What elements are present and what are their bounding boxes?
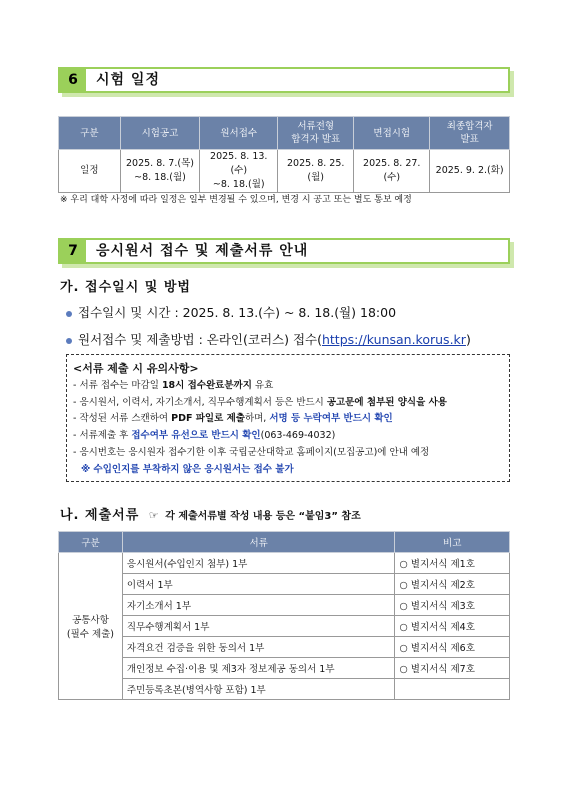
section-title: 시험 일정 bbox=[96, 72, 160, 88]
bullet-text: 접수일시 및 시간 : 2025. 8. 13.(수) ~ 8. 18.(월) 18:00 bbox=[78, 305, 397, 320]
document-name: 응시원서(수입인지 첨부) 1부 bbox=[122, 553, 395, 574]
documents-table bbox=[58, 531, 510, 700]
header-shadow bbox=[510, 71, 514, 97]
note-line: - 서류 접수는 마감일 18시 접수완료분까지 유효 bbox=[73, 379, 274, 391]
table-header-row bbox=[59, 532, 510, 553]
table-cell: 2025. 8. 7.(목) ~8. 18.(월) bbox=[120, 150, 200, 193]
category-cell bbox=[59, 553, 123, 700]
section-title: 응시원서 접수 및 제출서류 안내 bbox=[96, 243, 309, 259]
column-header: 시험공고 bbox=[120, 117, 200, 150]
table-row bbox=[59, 637, 510, 658]
header-shadow bbox=[510, 242, 514, 268]
document-note: ○ 별지서식 제3호 bbox=[395, 595, 510, 616]
header-line: 서류전형 bbox=[297, 121, 335, 132]
document-note bbox=[395, 679, 510, 700]
pointing-hand-icon: ☞ bbox=[148, 509, 160, 522]
column-header bbox=[430, 117, 510, 150]
column-header: 면접시험 bbox=[354, 117, 430, 150]
document-name: 자기소개서 1부 bbox=[122, 595, 395, 616]
document-note: ○ 별지서식 제2호 bbox=[395, 574, 510, 595]
document-name: 직무수행계획서 1부 bbox=[122, 616, 395, 637]
bullet-icon bbox=[66, 338, 72, 344]
document-note: ○ 별지서식 제6호 bbox=[395, 637, 510, 658]
notes-heading: <서류 제출 시 유의사항> bbox=[73, 362, 199, 375]
header-shadow bbox=[62, 264, 514, 268]
note-line: - 서류제출 후 접수여부 유선으로 반드시 확인(063-469-4032) bbox=[73, 430, 336, 442]
column-header: 구분 bbox=[59, 117, 121, 150]
table-row bbox=[59, 658, 510, 679]
table-cell: 2025. 9. 2.(화) bbox=[430, 150, 510, 193]
document-note: ○ 별지서식 제7호 bbox=[395, 658, 510, 679]
section-6-header bbox=[58, 67, 510, 93]
note-line: ※ 수입인지를 부착하지 않은 응시원서는 접수 불가 bbox=[81, 463, 294, 475]
bullet-text: 원서접수 및 제출방법 : 온라인(코러스) 접수( bbox=[78, 332, 322, 347]
document-name: 개인정보 수집·이용 및 제3자 정보제공 동의서 1부 bbox=[122, 658, 395, 679]
header-line: 발표 bbox=[460, 134, 479, 145]
column-header: 비고 bbox=[395, 532, 510, 553]
table-row bbox=[59, 616, 510, 637]
table-row bbox=[59, 595, 510, 616]
header-line: 합격자 발표 bbox=[291, 134, 341, 145]
document-name: 주민등록초본(병역사항 포함) 1부 bbox=[122, 679, 395, 700]
table-cell: 2025. 8. 27.(수) bbox=[354, 150, 430, 193]
section-number: 7 bbox=[60, 240, 86, 262]
column-header bbox=[278, 117, 354, 150]
document-name: 자격요건 검증을 위한 동의서 1부 bbox=[122, 637, 395, 658]
table-header-row bbox=[59, 117, 510, 150]
table-row bbox=[59, 150, 510, 193]
column-header: 원서접수 bbox=[200, 117, 278, 150]
table-cell: 2025. 8. 25.(월) bbox=[278, 150, 354, 193]
table-row bbox=[59, 553, 510, 574]
schedule-note: ※ 우리 대학 사정에 따라 일정은 일부 변경될 수 있으며, 변경 시 공고 또는 별도 통보 예정 bbox=[60, 195, 412, 205]
document-note: ○ 별지서식 제1호 bbox=[395, 553, 510, 574]
category-line: (필수 제출) bbox=[66, 629, 115, 640]
subheading-a: 가. 접수일시 및 방법 bbox=[60, 280, 191, 295]
bullet-icon bbox=[66, 311, 72, 317]
application-link[interactable]: https://kunsan.korus.kr bbox=[321, 332, 466, 347]
note-line: - 작성된 서류 스캔하여 PDF 파일로 제출하며, 서명 등 누락여부 반드시 확인 bbox=[73, 413, 393, 425]
column-header: 구분 bbox=[59, 532, 123, 553]
schedule-table bbox=[58, 116, 510, 193]
note-line: - 응시원서, 이력서, 자기소개서, 직무수행계획서 등은 반드시 공고문에 첨부된 양식을 사용 bbox=[73, 396, 447, 408]
section-number: 6 bbox=[60, 69, 86, 91]
header-line: 최종합격자 bbox=[446, 121, 493, 132]
category-line: 공통사항 bbox=[72, 615, 109, 626]
table-row bbox=[59, 574, 510, 595]
document-note: ○ 별지서식 제4호 bbox=[395, 616, 510, 637]
table-cell: 2025. 8. 13.(수) ~8. 18.(월) bbox=[200, 150, 278, 193]
column-header: 서류 bbox=[122, 532, 395, 553]
table-row bbox=[59, 679, 510, 700]
notes-box bbox=[66, 354, 510, 482]
subheading-b: 나. 제출서류 ☞ 각 제출서류별 작성 내용 등은 “붙임3” 참조 bbox=[60, 508, 361, 523]
section-7-header bbox=[58, 238, 510, 264]
document-name: 이력서 1부 bbox=[122, 574, 395, 595]
bullet-item bbox=[66, 303, 396, 321]
bullet-text: ) bbox=[465, 332, 471, 347]
header-shadow bbox=[62, 93, 514, 97]
table-cell: 일정 bbox=[59, 150, 121, 193]
note-line: - 응시번호는 응시원자 접수기한 이후 국립군산대학교 홈페이지(모집공고)에 안내 예정 bbox=[73, 446, 430, 458]
bullet-item bbox=[66, 330, 471, 348]
